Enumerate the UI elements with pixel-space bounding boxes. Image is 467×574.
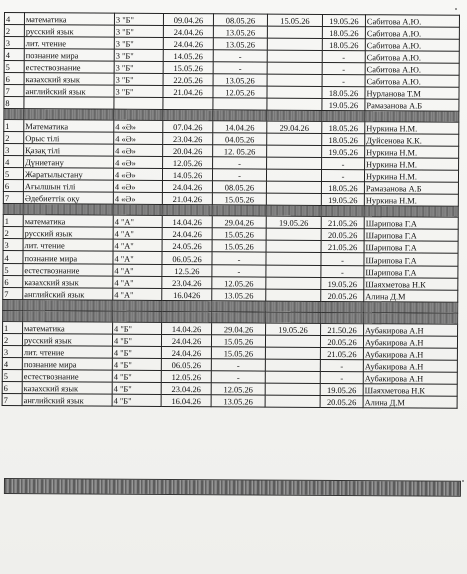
- date-cell-1: 12.05.26: [163, 156, 213, 168]
- date-cell-4: -: [320, 371, 363, 383]
- subject-cell: Қазақ тілі: [24, 144, 114, 157]
- subject-cell: Ағылшын тілі: [23, 180, 113, 193]
- separator-cell: [267, 110, 322, 121]
- schedule-body: [2, 13, 459, 409]
- date-cell-3: 19.05.26: [266, 216, 321, 228]
- date-cell-1: 09.04.26: [163, 13, 213, 25]
- date-cell-2: 08.05.26: [213, 14, 267, 26]
- teacher-cell: Сабитова А.Ю.: [365, 63, 459, 76]
- class-cell: 4 "А": [113, 239, 162, 251]
- date-cell-4: 19.05.26: [321, 193, 364, 205]
- date-cell-2: 13.05.26: [213, 26, 267, 38]
- class-cell: 3 "Б": [114, 61, 163, 73]
- date-cell-2: -: [212, 265, 266, 277]
- class-cell: [114, 97, 163, 109]
- separator-cell: [266, 301, 321, 312]
- class-cell: 4 "А": [113, 288, 162, 300]
- date-cell-4: 20.05.26: [320, 395, 363, 407]
- date-cell-3: [266, 289, 321, 301]
- date-cell-4: -: [320, 359, 363, 371]
- separator-cell: [163, 109, 213, 120]
- teacher-cell: Шарипова Г.А: [364, 241, 458, 254]
- class-cell: 4 "А": [113, 215, 162, 227]
- teacher-cell: Нуркина Н.М.: [364, 194, 458, 207]
- date-cell-4: -: [321, 252, 364, 265]
- separator-cell: [113, 300, 162, 311]
- teacher-cell: Нурланова Т.М: [365, 87, 459, 100]
- teacher-cell: Шаяхметова Н.К: [363, 384, 457, 397]
- separator-cell: [364, 302, 458, 314]
- date-cell-2: 15.05.26: [212, 228, 266, 240]
- date-cell-3: 19.05.26: [266, 323, 321, 335]
- date-cell-3: [267, 98, 322, 110]
- subject-cell: естествознание: [24, 61, 114, 74]
- date-cell-3: [267, 86, 322, 98]
- scan-speck: [455, 8, 457, 10]
- class-cell: 3 "Б": [114, 25, 163, 37]
- date-cell-4: 19.05.26: [322, 98, 365, 110]
- date-cell-3: [267, 74, 322, 86]
- teacher-cell: Сабитова А.Ю.: [365, 39, 459, 52]
- teacher-cell: Нуркина Н.М.: [365, 146, 459, 159]
- date-cell-4: 21.05.26: [321, 240, 364, 252]
- row-number: 3: [4, 37, 24, 49]
- date-cell-4: -: [321, 265, 364, 277]
- date-cell-2: 12.05.26: [213, 86, 267, 98]
- separator-cell: [113, 311, 162, 322]
- subject-cell: [24, 97, 114, 110]
- date-cell-3: [267, 157, 322, 169]
- subject-cell: русский язык: [24, 25, 114, 38]
- class-cell: 4 "Б": [112, 334, 161, 346]
- date-cell-4: 19.05.26: [322, 14, 365, 26]
- teacher-cell: Шарипова Г.А: [364, 266, 458, 279]
- date-cell-2: -: [213, 50, 267, 62]
- date-cell-3: [266, 228, 321, 240]
- separator-cell: [3, 310, 23, 321]
- row-number: 7: [2, 393, 22, 405]
- separator-cell: [321, 301, 364, 312]
- date-cell-1: [163, 97, 213, 109]
- teacher-cell: Шарипова Г.А: [364, 229, 458, 242]
- row-number: 7: [4, 85, 24, 97]
- date-cell-2: 12. 05.26: [213, 145, 267, 157]
- date-cell-2: 13.05.26: [213, 38, 267, 50]
- subject-cell: русский язык: [23, 227, 113, 240]
- date-cell-4: 18.05.26: [321, 181, 364, 193]
- date-cell-1: 24.04.26: [162, 180, 212, 192]
- subject-cell: лит. чтение: [24, 37, 114, 50]
- row-number: 5: [3, 168, 23, 180]
- subject-cell: математика: [23, 215, 113, 228]
- class-cell: 3 "Б": [114, 13, 163, 25]
- separator-cell: [266, 312, 321, 323]
- subject-cell: лит. чтение: [22, 346, 112, 359]
- date-cell-1: 22.05.26: [163, 73, 213, 85]
- teacher-cell: Шарипова Г.А: [364, 217, 458, 230]
- separator-cell: [321, 205, 364, 216]
- date-cell-1: 15.05.26: [163, 61, 213, 73]
- row-number: 7: [3, 191, 23, 203]
- teacher-cell: Шарипова Г.А: [364, 253, 458, 267]
- row-number: 6: [3, 179, 23, 191]
- date-cell-3: [267, 50, 322, 62]
- date-cell-4: 18.05.26: [322, 38, 365, 50]
- row-number: 5: [2, 369, 22, 381]
- date-cell-1: 14.05.26: [162, 168, 212, 180]
- date-cell-1: 16.0426: [162, 288, 212, 300]
- subject-cell: казахский язык: [24, 73, 114, 86]
- date-cell-1: 23.04.26: [161, 382, 211, 394]
- date-cell-1: 14.04.26: [162, 322, 212, 334]
- class-cell: 3 "Б": [114, 85, 163, 97]
- separator-cell: [321, 312, 364, 323]
- date-cell-1: 16.04.26: [161, 394, 211, 406]
- date-cell-3: [265, 371, 320, 383]
- separator-cell: [23, 311, 113, 323]
- date-cell-4: 21.05.26: [321, 216, 364, 228]
- date-cell-1: 23.04.26: [162, 276, 212, 288]
- date-cell-4: 18.05.26: [322, 121, 365, 133]
- date-cell-2: 12.05.26: [211, 383, 265, 395]
- date-cell-1: 14.04.26: [162, 215, 212, 227]
- date-cell-2: 08.05.26: [212, 181, 266, 193]
- row-number: 5: [3, 263, 23, 275]
- date-cell-4: 19.05.26: [321, 277, 364, 289]
- date-cell-3: [267, 133, 322, 145]
- date-cell-2: -: [213, 62, 267, 74]
- teacher-cell: Сабитова А.Ю.: [365, 15, 459, 28]
- date-cell-1: 12.05.26: [161, 370, 211, 382]
- teacher-cell: Алина Д.М: [364, 290, 458, 303]
- date-cell-2: 13.05.26: [212, 289, 266, 301]
- date-cell-3: 15.05.26: [267, 14, 322, 26]
- class-cell: 4 "Б": [112, 394, 161, 406]
- date-cell-2: 15.05.26: [211, 347, 265, 359]
- class-cell: 4 «Ә»: [113, 168, 162, 180]
- date-cell-3: [267, 145, 322, 157]
- date-cell-2: -: [211, 359, 265, 371]
- subject-cell: естествознание: [23, 264, 113, 277]
- separator-cell: [23, 204, 113, 216]
- date-cell-2: 15.05.26: [212, 240, 266, 252]
- teacher-cell: Рамазанова А.Б: [365, 99, 459, 112]
- date-cell-3: [266, 252, 321, 265]
- teacher-cell: Сабитова А.Ю.: [365, 75, 459, 88]
- class-cell: 4 "Б": [112, 358, 161, 370]
- date-cell-4: 20.05.26: [320, 335, 363, 347]
- date-cell-3: [267, 26, 322, 38]
- date-cell-4: -: [322, 50, 365, 62]
- date-cell-2: 29.04.26: [212, 323, 266, 335]
- date-cell-3: [265, 395, 320, 407]
- class-cell: 4 "А": [113, 227, 162, 239]
- date-cell-1: 24.04.26: [162, 227, 212, 239]
- date-cell-4: 18.05.26: [322, 26, 365, 38]
- date-cell-1: 20.04.26: [163, 144, 213, 156]
- date-cell-1: 24.04.26: [163, 25, 213, 37]
- date-cell-4: 18.05.26: [322, 133, 365, 145]
- date-cell-1: 06.05.26: [162, 251, 212, 264]
- date-cell-2: 14.04.26: [213, 121, 267, 133]
- date-cell-1: 06.05.26: [161, 358, 211, 370]
- separator-cell: [365, 111, 459, 123]
- date-cell-1: 23.04.26: [163, 132, 213, 144]
- separator-cell: [213, 110, 267, 121]
- date-cell-3: [265, 383, 320, 395]
- date-cell-1: 24.04.26: [161, 334, 211, 346]
- row-number: 6: [2, 381, 22, 393]
- teacher-cell: Аубакирова А.Н: [363, 348, 457, 361]
- subject-cell: Орыс тілі: [24, 132, 114, 145]
- date-cell-2: 13.05.26: [213, 74, 267, 86]
- date-cell-2: 12.05.26: [212, 277, 266, 289]
- row-number: 4: [4, 13, 24, 25]
- date-cell-3: [266, 265, 321, 277]
- date-cell-1: 24.04.26: [161, 346, 211, 358]
- date-cell-4: 21.05.26: [320, 347, 363, 359]
- class-cell: 4 "Б": [112, 370, 161, 382]
- separator-cell: [162, 300, 212, 311]
- date-cell-4: -: [322, 74, 365, 86]
- class-cell: 4 «Ә»: [113, 180, 162, 192]
- row-number: 4: [2, 357, 22, 369]
- row-number: 2: [4, 25, 24, 37]
- subject-cell: английский язык: [24, 85, 114, 98]
- row-number: 6: [4, 73, 24, 85]
- separator-cell: [4, 109, 24, 120]
- date-cell-2: 15.05.26: [211, 335, 265, 347]
- class-cell: 3 "Б": [114, 37, 163, 49]
- teacher-cell: Аубакирова А.Н: [363, 360, 457, 373]
- subject-cell: математика: [23, 322, 113, 335]
- class-cell: 4 "Б": [112, 346, 161, 358]
- subject-cell: английский язык: [22, 394, 112, 407]
- class-cell: 4 "А": [113, 264, 162, 276]
- separator-cell: [3, 203, 23, 214]
- date-cell-2: -: [213, 157, 267, 169]
- row-number: 2: [2, 333, 22, 345]
- subject-cell: естествознание: [22, 370, 112, 383]
- teacher-cell: Сабитова А.Ю.: [365, 27, 459, 40]
- date-cell-4: 21.50.26: [321, 323, 364, 335]
- teacher-cell: Аубакирова А.Н: [363, 336, 457, 349]
- separator-cell: [266, 205, 321, 216]
- separator-cell: [212, 312, 266, 323]
- date-cell-4: 19.05.26: [320, 383, 363, 395]
- teacher-cell: Нуркина Н.М.: [365, 158, 459, 171]
- subject-cell: познание мира: [24, 49, 114, 62]
- date-cell-4: 19.05.26: [322, 145, 365, 157]
- date-cell-2: 04.05.26: [213, 133, 267, 145]
- teacher-cell: Нуркина Н.М.: [364, 170, 458, 183]
- date-cell-3: [267, 62, 322, 74]
- separator-cell: [23, 300, 113, 312]
- teacher-cell: Шаяхметова Н.К: [364, 278, 458, 291]
- separator-cell: [162, 204, 212, 215]
- class-cell: 4 "А": [113, 276, 162, 288]
- class-cell: 4 «Ә»: [114, 144, 163, 156]
- subject-cell: познание мира: [23, 251, 113, 265]
- row-number: 2: [4, 132, 24, 144]
- teacher-cell: Дуйсенова К.К.: [365, 134, 459, 147]
- date-cell-2: 15.05.26: [212, 193, 266, 205]
- teacher-cell: Аубакирова А.Н: [364, 324, 458, 337]
- date-cell-4: 20.05.26: [321, 228, 364, 240]
- separator-cell: [322, 110, 365, 121]
- date-cell-1: 21.04.26: [163, 85, 213, 97]
- teacher-cell: Сабитова А.Ю.: [365, 51, 459, 64]
- row-number: 4: [4, 49, 24, 61]
- date-cell-3: [266, 169, 321, 181]
- class-cell: 3 "Б": [114, 49, 163, 61]
- date-cell-1: 24.05.26: [162, 239, 212, 251]
- bottom-separator-bar: [4, 478, 461, 497]
- separator-cell: [162, 311, 212, 322]
- class-cell: 4 «Ә»: [114, 120, 163, 132]
- class-cell: 4 "Б": [113, 322, 162, 334]
- class-cell: 4 «Ә»: [114, 156, 163, 168]
- subject-cell: Дүниетану: [24, 156, 114, 169]
- separator-cell: [212, 301, 266, 312]
- row-number: 3: [2, 345, 22, 357]
- subject-cell: лит. чтение: [23, 239, 113, 252]
- date-cell-3: [266, 193, 321, 205]
- row-number: 1: [4, 120, 24, 132]
- separator-cell: [3, 299, 23, 310]
- date-cell-1: 12.5.26: [162, 264, 212, 276]
- subject-cell: казахский язык: [23, 276, 113, 289]
- date-cell-2: [213, 98, 267, 110]
- class-cell: 4 «Ә»: [113, 192, 162, 204]
- date-cell-4: 20.05.26: [321, 289, 364, 301]
- subject-cell: Математика: [24, 120, 114, 133]
- row-number: 6: [3, 275, 23, 287]
- row-number: 4: [3, 250, 23, 263]
- scan-speck: [462, 480, 464, 482]
- subject-cell: Әдебиеттік оқу: [23, 192, 113, 205]
- row-number: 7: [3, 287, 23, 299]
- row-number: 3: [4, 144, 24, 156]
- separator-cell: [113, 204, 162, 215]
- row-number: 3: [3, 238, 23, 250]
- separator-cell: [24, 109, 114, 121]
- date-cell-1: 07.04.26: [163, 120, 213, 132]
- separator-cell: [114, 109, 163, 120]
- row-number: 1: [3, 214, 23, 226]
- date-cell-4: -: [321, 169, 364, 181]
- date-cell-4: 18.05.26: [322, 86, 365, 98]
- table-row: [2, 393, 457, 408]
- teacher-cell: Рамазанова А.Б: [364, 182, 458, 195]
- date-cell-2: -: [212, 252, 266, 265]
- class-cell: 4 "Б": [112, 382, 161, 394]
- date-cell-4: -: [322, 62, 365, 74]
- date-cell-2: 29.04.26: [212, 216, 266, 228]
- date-cell-1: 14.05.26: [163, 49, 213, 61]
- subject-cell: казахский язык: [22, 382, 112, 395]
- class-cell: 3 "Б": [114, 73, 163, 85]
- class-cell: 4 "А": [113, 251, 162, 264]
- class-cell: 4 «Ә»: [114, 132, 163, 144]
- subject-cell: русский язык: [22, 334, 112, 347]
- teacher-cell: Аубакирова А.Н: [363, 372, 457, 385]
- date-cell-4: -: [322, 157, 365, 169]
- separator-cell: [212, 205, 266, 216]
- row-number: 8: [4, 97, 24, 109]
- date-cell-3: [265, 335, 320, 347]
- date-cell-3: [266, 277, 321, 289]
- subject-cell: познание мира: [22, 358, 112, 371]
- date-cell-1: 21.04.26: [162, 192, 212, 204]
- date-cell-2: -: [212, 169, 266, 181]
- date-cell-3: [266, 181, 321, 193]
- date-cell-3: [265, 347, 320, 359]
- row-number: 5: [4, 61, 24, 73]
- separator-cell: [364, 206, 458, 218]
- row-number: 1: [3, 321, 23, 333]
- date-cell-3: [266, 240, 321, 252]
- subject-cell: английский язык: [23, 288, 113, 301]
- date-cell-2: 13.05.26: [211, 395, 265, 407]
- teacher-cell: Нуркина Н.М.: [365, 122, 459, 135]
- date-cell-2: -: [211, 371, 265, 383]
- subject-cell: математика: [24, 13, 114, 26]
- date-cell-1: 24.04.26: [163, 37, 213, 49]
- row-number: 4: [4, 156, 24, 168]
- subject-cell: Жаратылыстану: [23, 168, 113, 181]
- date-cell-3: [265, 359, 320, 371]
- exam-schedule-table: [2, 12, 460, 409]
- separator-cell: [364, 313, 458, 325]
- date-cell-3: 29.04.26: [267, 121, 322, 133]
- date-cell-3: [267, 38, 322, 50]
- teacher-cell: Алина Д.М: [363, 396, 457, 409]
- row-number: 2: [3, 226, 23, 238]
